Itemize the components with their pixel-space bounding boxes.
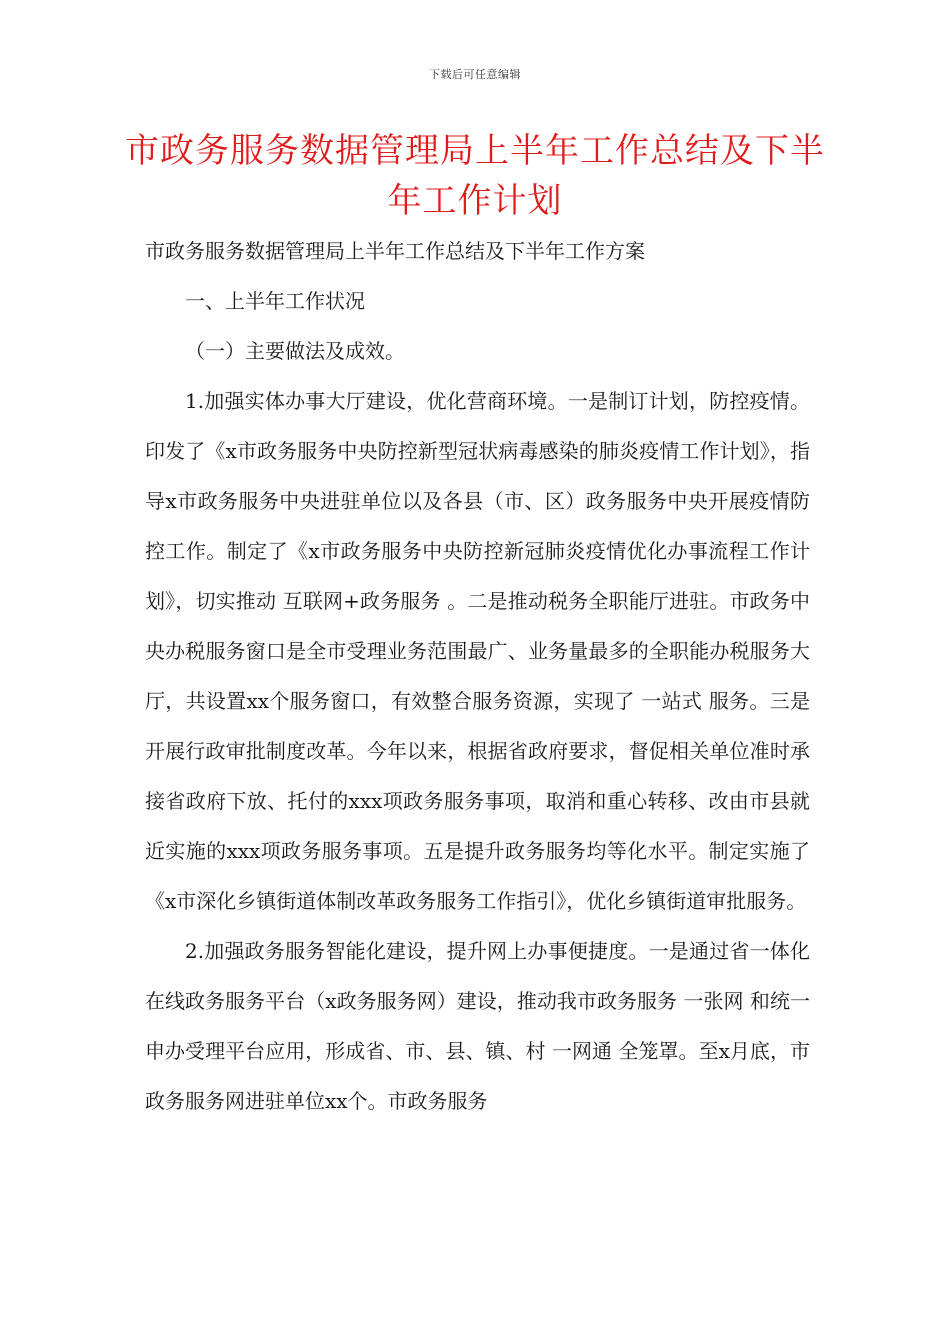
document-title: 市政务服务数据管理局上半年工作总结及下半年工作计划 [125,131,825,221]
body-paragraph: 2.加强政务服务智能化建设，提升网上办事便捷度。一是通过省一体化在线政务服务平台（x政务服务网）建设，推动我市政务服务 一张网 和统一申办受理平台应用，形成省、市、县、镇、村 一网通 全笼罩。至x月底，市政务服务网进驻单位xx个。市政务服务 [145,939,810,1113]
subsection-heading: （一）主要做法及成效。 [185,339,405,363]
document-subtitle: 市政务服务数据管理局上半年工作总结及下半年工作方案 [145,239,645,263]
document-body [145,226,810,1126]
section-heading: 一、上半年工作状况 [185,289,365,313]
body-paragraph: 1.加强实体办事大厅建设，优化营商环境。一是制订计划，防控疫情。印发了《x市政务服务中央防控新型冠状病毒感染的肺炎疫情工作计划》，指导x市政务服务中央进驻单位以及各县（市、区）政务服务中央开展疫情防控工作。制定了《x市政务服务中央防控新冠肺炎疫情优化办事流程工作计划》，切实推动 互联网+政务服务 。二是推动税务全职能厅进驻。市政务中央办税服务窗口是全市受理业务范围最广、业务量最多的全职能办税服务大厅，共设置xx个服务窗口，有效整合服务资源，实现了 一站式 服务。三是开展行政审批制度改革。今年以来，根据省政府要求，督促相关单位准时承接省政府下放、托付的xxx项政务服务事项，取消和重心转移、改由市县就近实施的xxx项政务服务事项。五是提升政务服务均等化水平。制定实施了《x市深化乡镇街道体制改革政务服务工作指引》，优化乡镇街道审批服务。 [145,389,810,913]
header-note: 下载后可任意编辑 [429,68,521,81]
